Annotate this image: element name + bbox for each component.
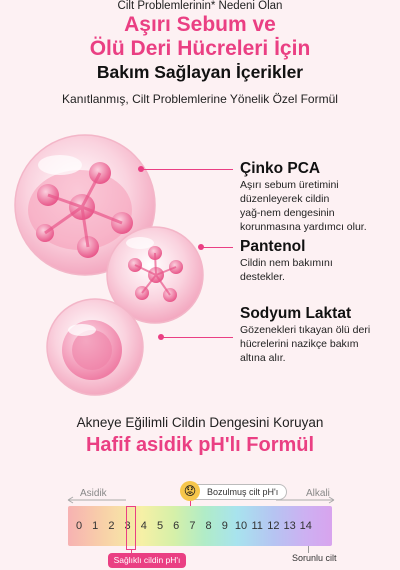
molecule-bubbles-illustration (0, 125, 240, 400)
ph-scale-number: 9 (221, 520, 228, 532)
ingredient-title-panthenol: Pantenol (240, 238, 306, 255)
ingredient-desc-panthenol: Cildin nem bakımını destekler. (240, 257, 333, 283)
pointer-line-panthenol (201, 247, 233, 248)
ph-section-line1: Akneye Eğilimli Cildin Dengesini Koruyan (76, 415, 324, 430)
disturbed-ph-bubble: Bozulmuş cilt pH'ı (184, 484, 287, 500)
ph-scale-number: 3 (124, 520, 131, 532)
top-line: Cilt Problemlerinin* Nedeni Olan (117, 0, 283, 12)
ph-scale-number: 6 (173, 520, 180, 532)
acidic-label: Asidik (80, 488, 107, 499)
headline-pink-line1: Aşırı Sebum ve (124, 13, 276, 36)
problem-ph-pointer (308, 546, 309, 553)
ph-scale-number: 13 (283, 520, 296, 532)
healthy-ph-pointer (131, 550, 132, 553)
ph-scale-number: 7 (189, 520, 196, 532)
worried-face-icon: 😟 (180, 481, 200, 501)
healthy-ph-marker (126, 506, 136, 550)
ph-scale-number: 0 (75, 520, 83, 532)
ph-scale-number: 12 (267, 520, 280, 532)
ingredient-title-sodium-lactate: Sodyum Laktat (240, 305, 352, 322)
ingredient-desc-zinc-pca: Aşırı sebum üretimini düzenleyerek cildin yağ-nem dengesinin korunmasına yardımcı olur. (240, 179, 367, 233)
ph-scale-number: 11 (251, 520, 263, 532)
ph-scale-number: 4 (140, 520, 147, 532)
headline-pink-line2: Ölü Deri Hücreleri İçin (89, 37, 311, 60)
ph-section-line2: Hafif asidik pH'lı Formül (85, 434, 315, 456)
alkaline-label: Alkali (306, 488, 330, 499)
pointer-line-sodium (161, 337, 233, 338)
ph-scale-number: 2 (108, 520, 115, 532)
ingredient-title-zinc-pca: Çinko PCA (240, 160, 321, 177)
healthy-ph-label: Sağlıklı cildin pH'ı (108, 553, 186, 568)
ph-scale-number: 1 (92, 520, 99, 532)
subline: Kanıtlanmış, Cilt Problemlerine Yönelik Özel Formül (62, 92, 338, 106)
headline-dark: Bakım Sağlayan İçerikler (96, 62, 304, 82)
ph-scale-number: 5 (156, 520, 164, 532)
pointer-line-zinc (141, 169, 233, 170)
ph-scale-number: 8 (205, 520, 212, 532)
problem-skin-label: Sorunlu cilt (292, 553, 337, 563)
ingredient-desc-sodium-lactate: Gözenekleri tıkayan ölü deri hücrelerini nazikçe bakım altına alır. (240, 324, 371, 364)
ph-scale-number: 10 (234, 520, 248, 532)
ph-scale-number: 14 (299, 520, 312, 532)
